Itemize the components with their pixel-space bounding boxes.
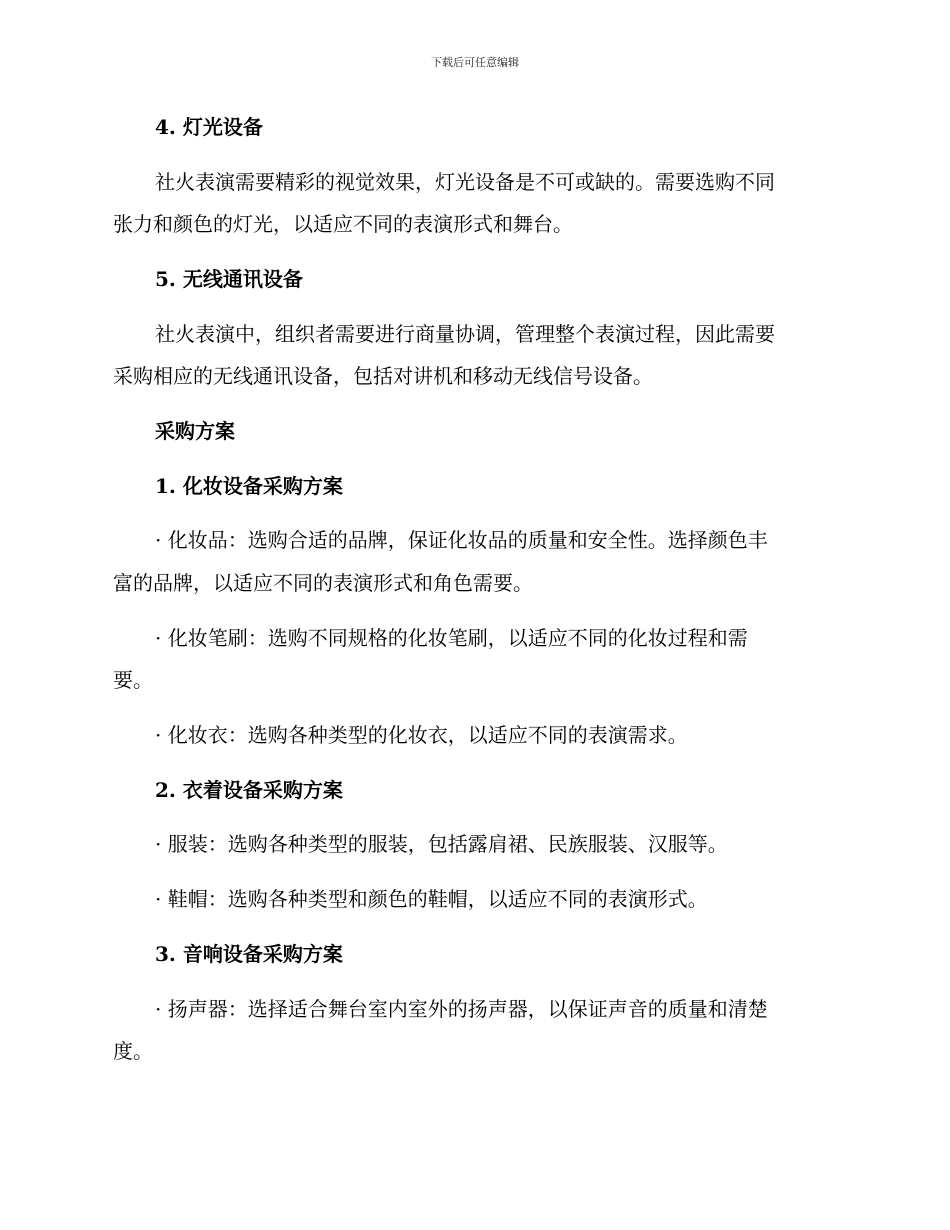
paragraph-line: 社火表演需要精彩的视觉效果，灯光设备是不可或缺的。需要选购不同 (155, 170, 775, 194)
section-heading-makeup: 1. 化妆设备采购方案 (155, 474, 343, 498)
paragraph-line: 采购相应的无线通讯设备，包括对讲机和移动无线信号设备。 (113, 364, 653, 388)
bullet-line: · 化妆品：选购合适的品牌，保证化妆品的质量和安全性。选择颜色丰 (155, 528, 768, 552)
bullet-line: 度。 (113, 1039, 153, 1063)
bullet-line: · 服装：选购各种类型的服装，包括露肩裙、民族服装、汉服等。 (155, 832, 728, 856)
section-heading-audio: 3. 音响设备采购方案 (155, 942, 343, 966)
bullet-line: · 扬声器：选择适合舞台室内室外的扬声器，以保证声音的质量和清楚 (155, 997, 768, 1021)
section-heading-wireless: 5. 无线通讯设备 (155, 267, 303, 291)
section-heading-lighting: 4. 灯光设备 (155, 115, 263, 139)
bullet-line: · 鞋帽：选购各种类型和颜色的鞋帽，以适应不同的表演形式。 (155, 887, 708, 911)
section-heading-plan: 采购方案 (155, 419, 235, 443)
paragraph-line: 张力和颜色的灯光，以适应不同的表演形式和舞台。 (113, 212, 573, 236)
bullet-line: 要。 (113, 668, 153, 692)
bullet-line: · 化妆笔刷：选购不同规格的化妆笔刷，以适应不同的化妆过程和需 (155, 626, 748, 650)
header-note: 下载后可任意编辑 (431, 56, 519, 69)
bullet-line: 富的品牌，以适应不同的表演形式和角色需要。 (113, 571, 533, 595)
bullet-line: · 化妆衣：选购各种类型的化妆衣，以适应不同的表演需求。 (155, 723, 688, 747)
paragraph-line: 社火表演中，组织者需要进行商量协调，管理整个表演过程，因此需要 (155, 322, 775, 346)
section-heading-clothing: 2. 衣着设备采购方案 (155, 778, 343, 802)
